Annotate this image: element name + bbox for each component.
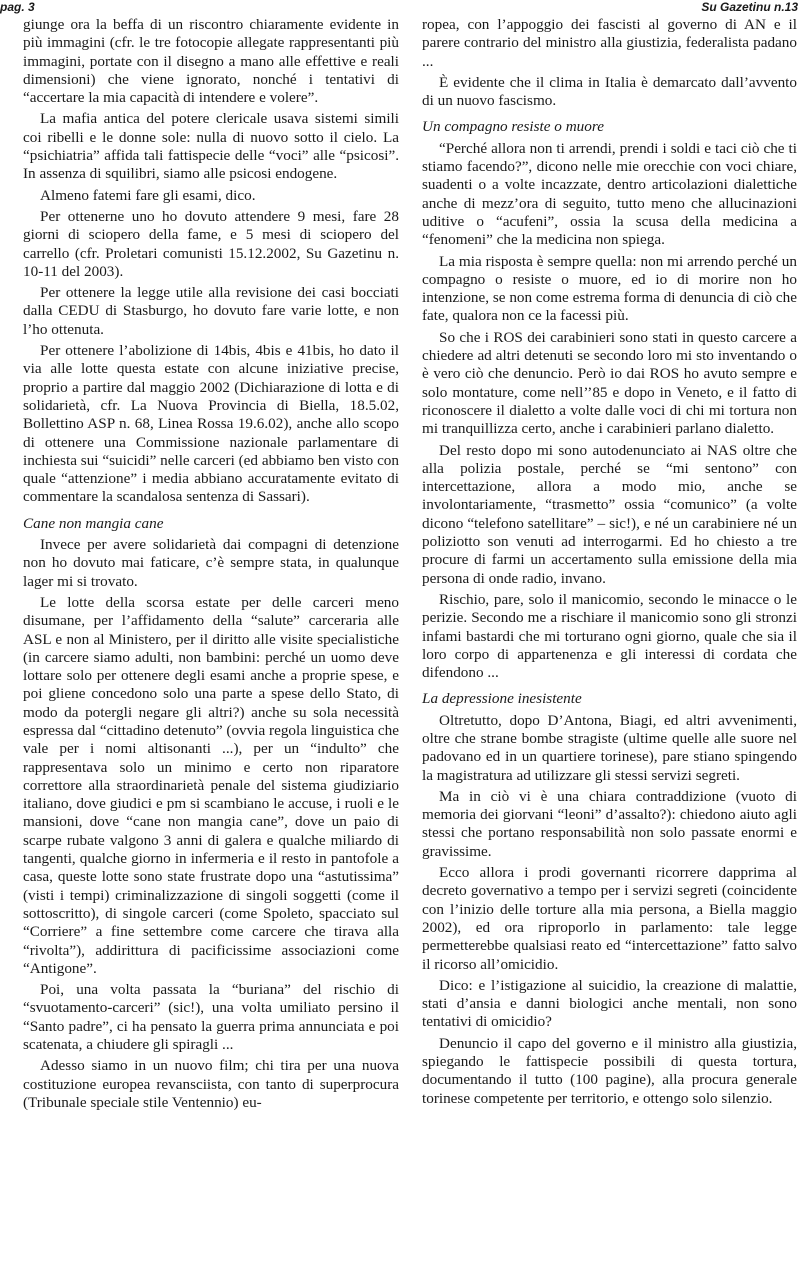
paragraph: La mia risposta è sempre quella: non mi arrendo perché un compagno o resiste o muore, ed io di morire non ho intenzione, se non come estrema forma di denuncia di ciò che fate, qualora non ce la facessi più. xyxy=(422,252,797,325)
page-number: pag. 3 xyxy=(0,0,35,14)
section-heading: La depressione inesistente xyxy=(422,690,582,708)
section-heading: Cane non mangia cane xyxy=(23,514,164,532)
paragraph: Poi, una volta passata la “buriana” del rischio di “svuotamento-carceri” (sic!), una volta umiliato persino il “Santo padre”, ci ha pensato la guerra prima annunciata e poi scatenata, a chiudere gli spiragli ... xyxy=(23,981,399,1054)
publication-title: Su Gazetinu n.13 xyxy=(701,0,798,14)
paragraph: La mafia antica del potere clericale usava sistemi simili coi ribelli e le donne sole: nulla di nuovo sotto il cielo. La “psichiatria” affida tali fattispecie delle “voci” alle “psicosi”. In assenza di squilibri, siamo alle psicosi endogene. xyxy=(23,110,399,183)
paragraph: Rischio, pare, solo il manicomio, secondo le minacce o le perizie. Secondo me a rischiare il manicomio sono gli stronzi infami bastardi che mi torturano ogni giorno, quale che sia il loro corpo di appartenenza e gli interessi di cordata che difendono ... xyxy=(422,590,797,682)
paragraph: Denuncio il capo del governo e il ministro alla giustizia, spiegando le fattispecie possibili di questa tortura, documentando il tutto (100 pagine), alla procura generale torinese competente per territorio, e ottengo solo silenzio. xyxy=(422,1034,797,1107)
paragraph: Almeno fatemi fare gli esami, dico. xyxy=(40,186,256,204)
paragraph: Adesso siamo in un nuovo film; chi tira per una nuova costituzione europea revansciista, con tanto di superprocura (Tribunale speciale stile Ventennio) eu- xyxy=(23,1057,399,1111)
paragraph: È evidente che il clima in Italia è demarcato dall’avvento di un nuovo fascismo. xyxy=(422,73,797,110)
paragraph: Dico: e l’istigazione al suicidio, la creazione di malattie, stati d’ansia e danni biologici anche mentali, non sono tentativi di omicidio? xyxy=(422,976,797,1031)
paragraph: Ecco allora i prodi governanti ricorrere dapprima al decreto governativo a tempo per i servizi segreti (coincidente con l’inizio delle torture alla mia persona, a Biella maggio 2002), ed ora riproporlo in parlamento: tale legge permetterebbe qualsiasi reato ed “intercettazione” fatto salvo il ricorso all’omicidio. xyxy=(422,864,797,973)
paragraph: Per ottenere l’abolizione di 14bis, 4bis e 41bis, ho dato il via alle lotte questa estate con alcune iniziative precise, proprio a partire dal maggio 2002 (Dichiarazione di lotta e di solidarietà, cfr. La Nuova Provincia di Biella, 18.5.02, Bollettino ASP n. 68, Linea Rossa 19.6.02), anche allo scopo di ottenere una Commissione nazionale parlamentare di inchiesta sui “suicidi” nelle carceri (ed abbiamo ben visto con quale “attenzione” i media abbiano accuratamente evitato di commentare la scandalosa sentenza di Sassari). xyxy=(23,342,399,506)
paragraph: ropea, con l’appoggio dei fascisti al governo di AN e il parere contrario del ministro alla giustizia, federalista padano ... xyxy=(422,16,797,70)
paragraph: giunge ora la beffa di un riscontro chiaramente evidente in più immagini (cfr. le tre fotocopie allegate rappresentanti più immagini, portate con il disegno a mano alle effettive e reali dimensioni) che viene ignorato, nonché i tentativi di “accertare la mia capacità di intendere e volere”. xyxy=(23,16,399,107)
paragraph: So che i ROS dei carabinieri sono stati in questo carcere a chiedere ad altri detenuti se secondo loro mi sto inventando o è vero ciò che denuncio. Però io dai ROS ho avuto sempre e solo montature, come nell’’85 e dopo in Veneto, e il fatto di riconoscere il dialetto a volte dalle voci di chi mi tortura non mi tranquillizza certo, anche i carabinieri parlano dialetto. xyxy=(422,328,797,438)
right-column xyxy=(422,16,797,1108)
paragraph: “Perché allora non ti arrendi, prendi i soldi e taci ciò che ti stiamo facendo?”, dicono nelle mie orecchie con voci chiare, suadenti o a volte incazzate, dentro articolazioni dialettiche anche di mezz’ora di seguito, tutto meno che allucinazioni uditive o “acufeni”, ossia la scusa della medicina a “fenomeni” che la medicina non spiega. xyxy=(422,139,797,249)
paragraph: Le lotte della scorsa estate per delle carceri meno disumane, per l’affidamento della “salute” carceraria alle ASL e non al Ministero, per il diritto alle visite specialistiche (in carcere siamo adulti, non bambini: perché un uomo deve lottare solo per ottenere degli esami anche a proprie spese, e poi gliene concedono solo una parte a spese dello Stato, di modo da potergli negare gli altri?) anche su sola necessità espressa dal “cittadino detenuto” (ovvia regola linguistica che vale per i nomi altisonanti ...), per un “indulto” che rappresentava solo un minimo e certo non riparatore correttore alla straordinarietà penale del sistema giudiziario italiano, dove giudici e pm si scambiano le accuse, i ruoli e le mansioni, dove “cane non mangia cane”, dove un paio di scarpe rubate valgono 3 anni di galera e qualche miliardo di tangenti, qualche giorno in infermeria e il resto in pantofole a casa, queste lotte sono state frustrate dopo una “astutissima” (visti i tempi) criminalizzazione di singoli soggetti (come il sottoscritto), di singole carceri (come Spoleto, spacciato sul “Corriere” a fine settembre come carcere che tirava alla “rivolta”), addirittura di pacificissime associazioni come “Antigone”. xyxy=(23,593,399,977)
paragraph: Per ottenerne uno ho dovuto attendere 9 mesi, fare 28 giorni di sciopero della fame, e 5 mesi di sciopero del carrello (cfr. Proletari comunisti 15.12.2002, Su Gazetinu n. 10-11 del 2003). xyxy=(23,207,399,280)
paragraph: Ma in ciò vi è una chiara contraddizione (vuoto di memoria dei giorvani “leoni” d’assalto?): chiedono aiuto agli stessi che portano responsabilità non solo passate enormi e gravissime. xyxy=(422,787,797,860)
paragraph: Per ottenere la legge utile alla revisione dei casi bocciati dalla CEDU di Stasburgo, ho dovuto fare varie lotte, e non l’ho ottenuta. xyxy=(23,284,399,338)
paragraph: Invece per avere solidarietà dai compagni di detenzione non ho dovuto mai faticare, c’è sempre stata, in qualunque lager mi si trovato. xyxy=(23,536,399,590)
left-column xyxy=(23,16,399,1112)
paragraph: Del resto dopo mi sono autodenunciato ai NAS oltre che alla polizia postale, perché se “mi sentono” con intercettazione, allora a modo mio, anche se involontariamente, “trasmetto” ossia “comunico” (a volte dicono “telefono satellitare” – sic!), e né un carabiniere né un poliziotto son venuti ad interrogarmi. Ed ho chiesto a tre procure di farmi un accertamento sulla emissione della mia persona di onde radio, invano. xyxy=(422,441,797,587)
section-heading: Un compagno resiste o muore xyxy=(422,118,604,136)
page-header xyxy=(0,0,800,14)
paragraph: Oltretutto, dopo D’Antona, Biagi, ed altri avvenimenti, oltre che strane bombe stragiste (ultime quelle alle suore nel padovano ed in un quartiere torinese), pare stiano spingendo la magistratura ad utilizzare gli stessi servizi segreti. xyxy=(422,711,797,784)
